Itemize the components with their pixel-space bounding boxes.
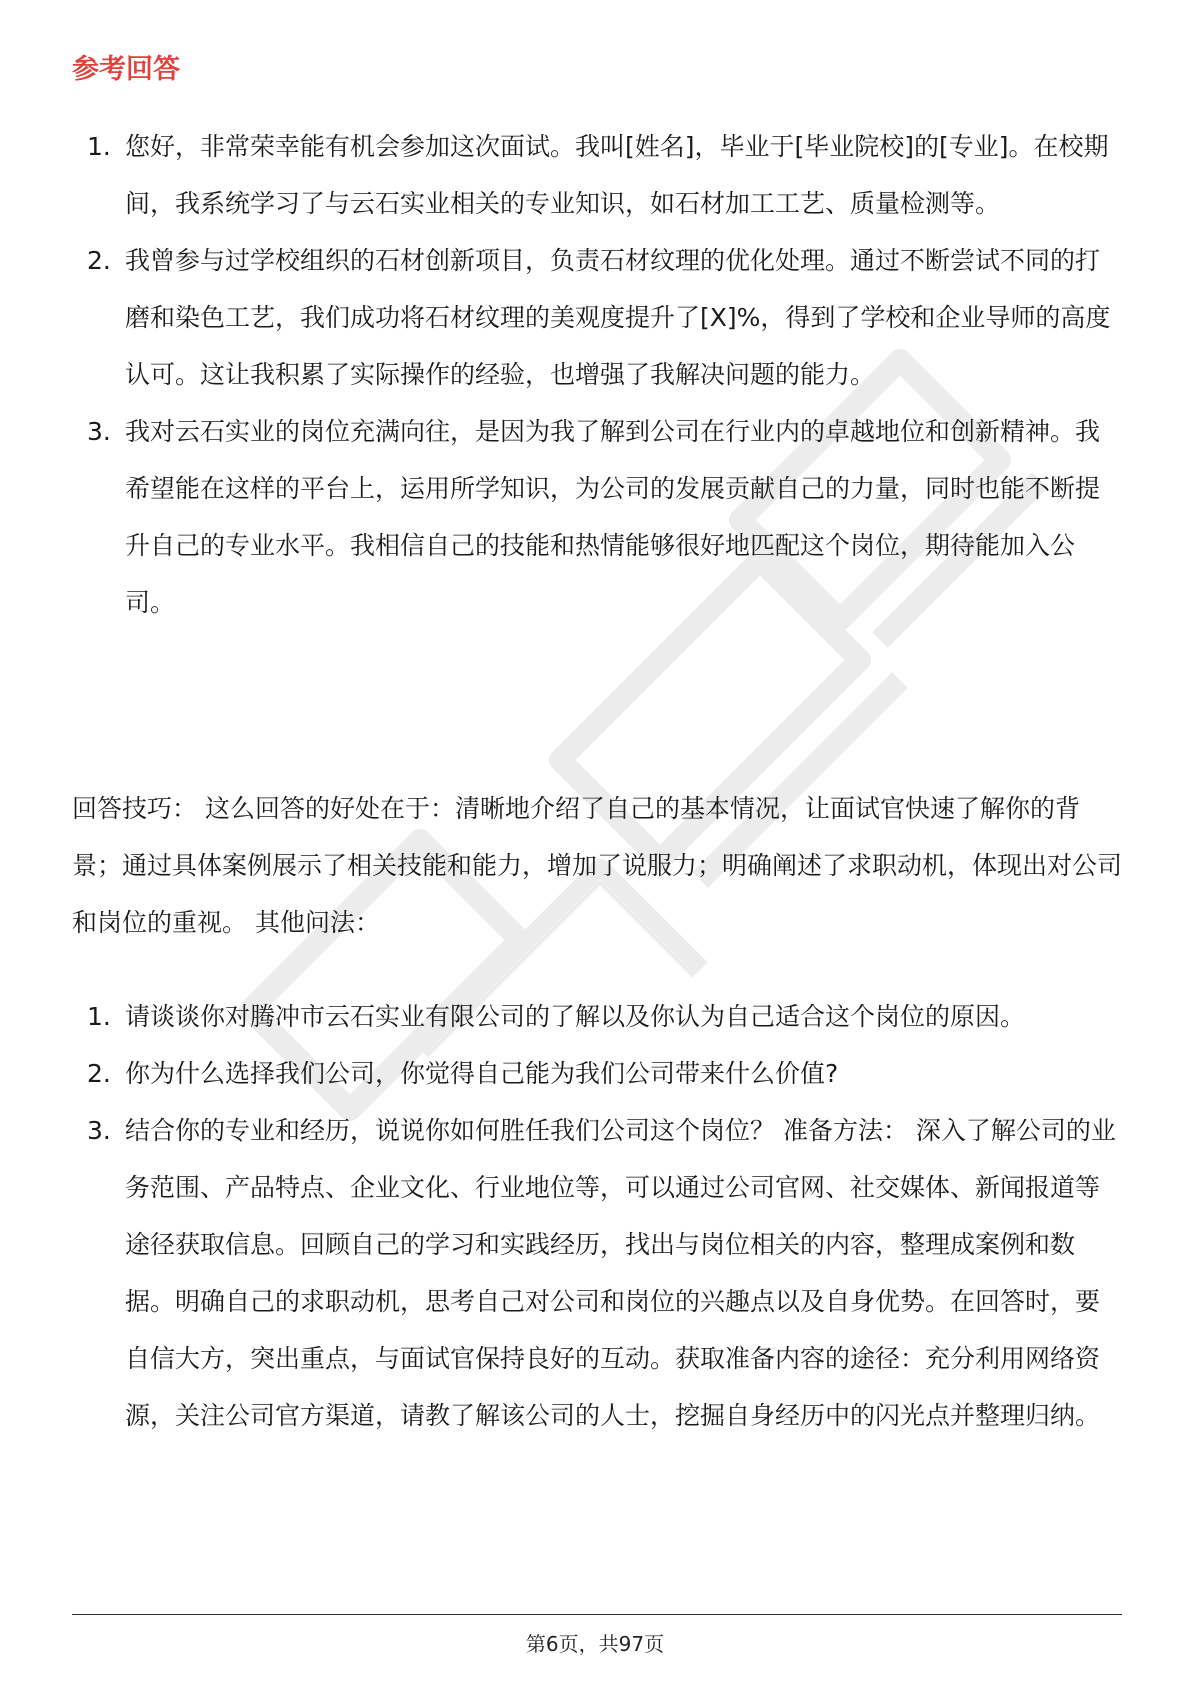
list-item-text: 我对云石实业的岗位充满向往，是因为我了解到公司在行业内的卓越地位和创新精神。我希望能在这样的平台上，运用所学知识，为公司的发展贡献自己的力量，同时也能不断提升自己的专业水平。我相信自己的技能和热情能够很好地匹配这个岗位，期待能加入公司。 [125, 417, 1101, 617]
list-item-number: 1. [87, 132, 111, 161]
list-item-number: 3. [87, 1116, 111, 1145]
list-item [72, 1102, 1122, 1444]
list-item-text: 结合你的专业和经历，说说你如何胜任我们公司这个岗位？ 准备方法： 深入了解公司的业务范围、产品特点、企业文化、行业地位等，可以通过公司官网、社交媒体、新闻报道等途径获取信息。回顾自己的学习和实践经历，找出与岗位相关的内容，整理成案例和数据。明确自己的求职动机，思考自己对公司和岗位的兴趣点以及自身优势。在回答时，要自信大方，突出重点，与面试官保持良好的互动。获取准备内容的途径：充分利用网络资源，关注公司官方渠道，请教了解该公司的人士，挖掘自身经历中的闪光点并整理归纳。 [125, 1116, 1116, 1430]
list-item [72, 118, 1122, 232]
list-item-text: 您好，非常荣幸能有机会参加这次面试。我叫[姓名]，毕业于[毕业院校]的[专业]。在校期间，我系统学习了与云石实业相关的专业知识，如石材加工工艺、质量检测等。 [125, 132, 1109, 218]
page-number: 第6页，共97页 [525, 1632, 665, 1656]
footer-divider [72, 1614, 1122, 1615]
answer-tips-paragraph: 回答技巧： 这么回答的好处在于：清晰地介绍了自己的基本情况，让面试官快速了解你的背景；通过具体案例展示了相关技能和能力，增加了说服力；明确阐述了求职动机，体现出对公司和岗位的重视。 其他问法： [72, 794, 1123, 937]
list-item-text: 请谈谈你对腾冲市云石实业有限公司的了解以及你认为自己适合这个岗位的原因。 [125, 1002, 1026, 1031]
list-item-number: 2. [87, 1059, 111, 1088]
list-item [72, 403, 1122, 631]
answer-list [72, 118, 1122, 631]
list-item-number: 3. [87, 417, 111, 446]
list-item [72, 1045, 1122, 1102]
list-item-text: 我曾参与过学校组织的石材创新项目，负责石材纹理的优化处理。通过不断尝试不同的打磨和染色工艺，我们成功将石材纹理的美观度提升了[X]%，得到了学校和企业导师的高度认可。这让我积累了实际操作的经验，也增强了我解决问题的能力。 [125, 246, 1111, 389]
list-item-text: 你为什么选择我们公司，你觉得自己能为我们公司带来什么价值? [125, 1059, 839, 1088]
alternative-questions-list [72, 988, 1122, 1444]
list-item-number: 2. [87, 246, 111, 275]
list-item [72, 232, 1122, 403]
list-item-number: 1. [87, 1002, 111, 1031]
section-title: 参考回答 [72, 54, 180, 85]
list-item [72, 988, 1122, 1045]
